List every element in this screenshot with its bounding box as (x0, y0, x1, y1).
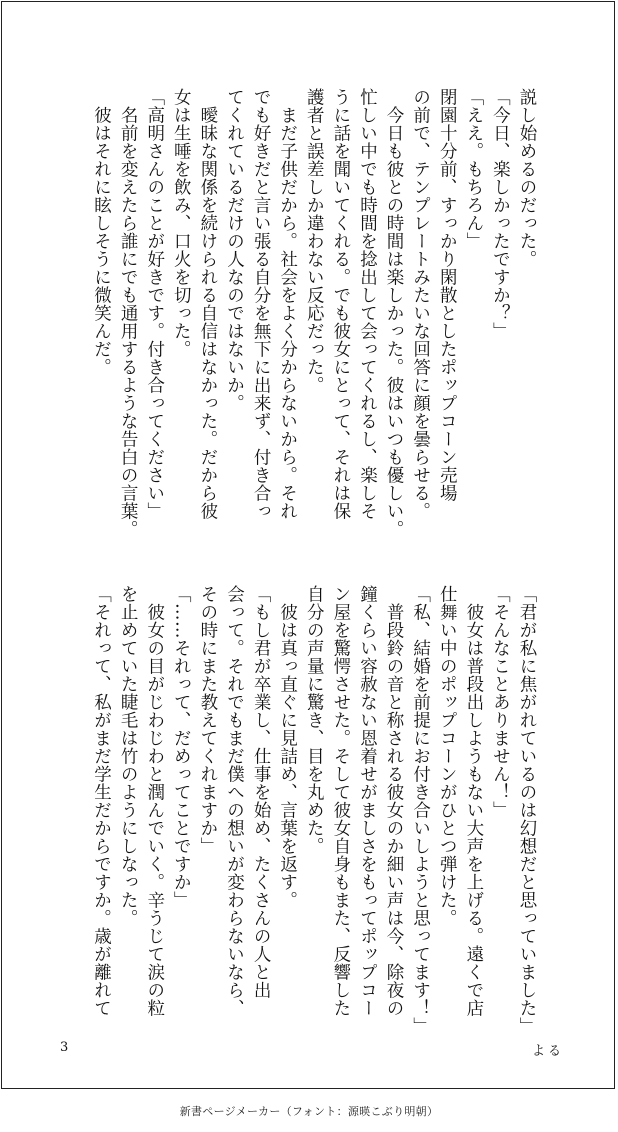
text-line: うに話を聞いてくれる。でも彼女にとって、それは保 (330, 88, 351, 520)
text-line: 会って。それでもまだ僕への想いが変わらないなら、 (224, 585, 245, 1017)
text-line: 彼女は普段出しようもない大声を上げる。遠くで店 (463, 585, 484, 1017)
text-line: 自分の声量に驚き、目を丸めた。 (304, 585, 325, 855)
text-line: 護者と誤差しか違わない反応だった。 (304, 88, 325, 394)
text-line: 「高明さんのことが好きです。付き合ってください」 (144, 88, 165, 520)
text-line: 今日も彼との時間は楽しかった。彼はいつも優しい。 (384, 88, 405, 538)
running-title: よる (532, 1044, 565, 1059)
text-line: 忙しい中でも時間を捻出して会ってくれるし、楽しそ (357, 88, 378, 520)
text-line: まだ子供だから。社会をよく分からないから。それ (277, 88, 298, 520)
text-line: 彼は真っ直ぐに見詰め、言葉を返す。 (277, 585, 298, 909)
text-line: その時にまた教えてくれますか」 (197, 585, 218, 855)
text-line: 名前を変えたら誰にでも通用するような告白の言葉。 (118, 88, 139, 538)
text-line: 女は生唾を飲み、口火を切った。 (171, 88, 192, 358)
text-line: 曖昧な関係を続けられる自信はなかった。だから彼 (197, 88, 218, 520)
text-line: 「君が私に焦がれているのは幻想だと思っていました」 (517, 585, 537, 1035)
text-line: 「そんなことありません！」 (490, 585, 511, 819)
text-line: 「私、結婚を前提にお付き合いしようと思ってます！」 (410, 585, 431, 1035)
text-line: 「今日、楽しかったですか？」 (490, 88, 511, 340)
upper-text-column (88, 88, 540, 538)
text-line: ン屋を驚愕させた。そして彼女自身もまた、反響した (330, 585, 351, 1017)
page-number: 3 (60, 1040, 69, 1055)
text-line: 「もし君が卒業し、仕事を始め、たくさんの人と出 (251, 585, 272, 999)
text-line: 「ええ。もちろん」 (463, 88, 484, 250)
text-line: 鐘くらい容赦ない恩着せがましさをもってポップコー (357, 585, 378, 1017)
text-line: 普段鈴の音と称される彼女のか細い声は今、除夜の (384, 585, 405, 1017)
text-line: 「……それって、だめってことですか」 (171, 585, 192, 909)
text-line: 「それって、私がまだ学生だからですか。歳が離れて (91, 585, 112, 1017)
text-line: 説し始めるのだった。 (517, 88, 537, 268)
text-line: を止めていた睫毛は竹のようにしなった。 (118, 585, 139, 927)
text-line: 彼はそれに眩しそうに微笑んだ。 (91, 88, 112, 376)
text-line: でも好きだと言い張る自分を無下に出来ず、付き合っ (251, 88, 272, 520)
text-line: 彼女の目がじわじわと潤んでいく。辛うじて涙の粒 (144, 585, 165, 1017)
text-line: 閉園十分前、すっかり閑散としたポップコーン売場 (437, 88, 458, 502)
text-line: てくれているだけの人なのではないか。 (224, 88, 245, 412)
footer-caption: 新書ページメーカー（フォント：源暎こぶり明朝） (179, 1105, 439, 1118)
text-line: 仕舞い中のポップコーンがひとつ弾けた。 (437, 585, 458, 927)
text-line: の前で、テンプレートみたいな回答に顔を曇らせる。 (410, 88, 431, 520)
page-frame (1, 1, 615, 1089)
lower-text-column (88, 585, 540, 1035)
